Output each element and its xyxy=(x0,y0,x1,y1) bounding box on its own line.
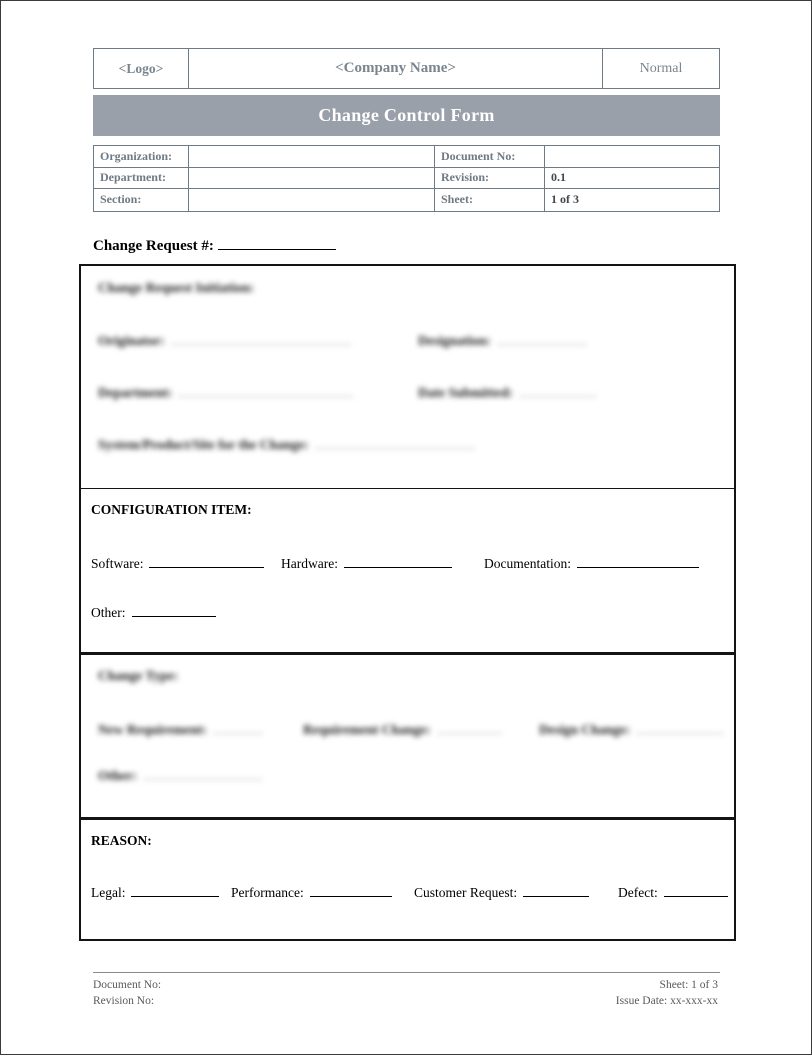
configuration-title: CONFIGURATION ITEM: xyxy=(91,502,252,517)
requirement-change-blank xyxy=(437,721,502,734)
documentation-field xyxy=(484,555,699,572)
hardware-blank xyxy=(344,555,452,568)
change-type-other-label: Other: xyxy=(98,768,137,783)
footer-sheet: Sheet: 1 of 3 xyxy=(659,979,718,991)
design-change-field xyxy=(539,721,724,738)
date-submitted-blank xyxy=(519,384,597,397)
requirement-change-label: Requirement Change: xyxy=(303,722,431,737)
initiation-department-blank xyxy=(178,384,354,397)
originator-label: Originator: xyxy=(98,333,165,348)
change-request-line xyxy=(93,237,336,255)
configuration-other-field xyxy=(91,604,216,621)
initiation-department-label: Department: xyxy=(98,385,173,400)
section-configuration-item xyxy=(81,488,734,652)
designation-label: Designation: xyxy=(418,333,491,348)
performance-label: Performance: xyxy=(231,885,304,900)
new-requirement-field xyxy=(98,721,263,738)
documentation-label: Documentation: xyxy=(484,556,571,571)
footer-revision-no: Revision No: xyxy=(93,994,155,1007)
system-product-site-field xyxy=(98,436,475,453)
originator-field xyxy=(98,332,351,349)
department-value xyxy=(189,168,435,190)
designation-blank xyxy=(497,332,587,345)
form-box xyxy=(79,264,736,941)
design-change-label: Design Change: xyxy=(539,722,631,737)
hardware-label: Hardware: xyxy=(281,556,338,571)
title-banner xyxy=(93,95,720,136)
hardware-field xyxy=(281,555,452,572)
new-requirement-label: New Requirement: xyxy=(98,722,207,737)
footer-left xyxy=(93,978,161,1009)
section-change-type xyxy=(81,652,734,817)
performance-blank xyxy=(310,884,392,897)
performance-field xyxy=(231,884,392,901)
legal-label: Legal: xyxy=(91,885,126,900)
software-label: Software: xyxy=(91,556,144,571)
change-request-label: Change Request #: xyxy=(93,238,214,254)
software-field xyxy=(91,555,264,572)
system-product-site-blank xyxy=(315,436,475,449)
change-type-title: Change Type: xyxy=(98,668,179,683)
document-no-label: Document No: xyxy=(435,146,545,168)
change-type-other-field xyxy=(98,767,263,784)
legal-blank xyxy=(131,884,219,897)
software-blank xyxy=(149,555,264,568)
classification-label: Normal xyxy=(639,60,683,76)
footer-divider xyxy=(93,972,720,973)
initiation-department-field xyxy=(98,384,354,401)
section-reason xyxy=(81,817,734,938)
system-product-site-label: System/Product/Site for the Change: xyxy=(98,437,309,452)
requirement-change-field xyxy=(303,721,502,738)
department-label: Department: xyxy=(94,168,189,190)
section-label: Section: xyxy=(94,189,189,211)
footer-right xyxy=(616,978,718,1009)
header-table xyxy=(93,48,720,89)
designation-field xyxy=(418,332,587,349)
defect-label: Defect: xyxy=(618,885,658,900)
customer-request-blank xyxy=(523,884,589,897)
customer-request-label: Customer Request: xyxy=(414,885,518,900)
footer-issue-date: Issue Date: xx-xxx-xx xyxy=(615,994,718,1007)
section-change-request-initiation xyxy=(81,266,734,488)
sheet-value: 1 of 3 xyxy=(551,192,579,207)
change-type-other-blank xyxy=(143,767,263,780)
design-change-blank xyxy=(636,721,724,734)
section-value xyxy=(189,189,435,211)
organization-label: Organization: xyxy=(94,146,189,168)
revision-value: 0.1 xyxy=(545,168,719,190)
defect-field xyxy=(618,884,728,901)
legal-field xyxy=(91,884,219,901)
date-submitted-label: Date Submitted: xyxy=(418,385,513,400)
defect-blank xyxy=(664,884,728,897)
date-submitted-field xyxy=(418,384,597,401)
documentation-blank xyxy=(577,555,699,568)
doc-info-table xyxy=(93,145,720,212)
originator-blank xyxy=(171,332,351,345)
configuration-other-blank xyxy=(132,604,216,617)
document-no-value xyxy=(545,146,719,168)
form-title: Change Control Form xyxy=(318,105,495,125)
new-requirement-blank xyxy=(213,721,263,734)
change-request-blank xyxy=(218,237,336,250)
footer-doc-no: Document No: xyxy=(93,979,162,991)
customer-request-field xyxy=(414,884,589,901)
reason-title: REASON: xyxy=(91,833,152,848)
initiation-title: Change Request Initiation: xyxy=(98,280,255,295)
sheet-label: Sheet: xyxy=(435,189,545,211)
logo-placeholder: <Logo> xyxy=(94,49,189,88)
organization-value xyxy=(189,146,435,168)
company-name: <Company Name> xyxy=(189,49,603,88)
configuration-other-label: Other: xyxy=(91,605,126,620)
revision-label: Revision: xyxy=(435,168,545,190)
